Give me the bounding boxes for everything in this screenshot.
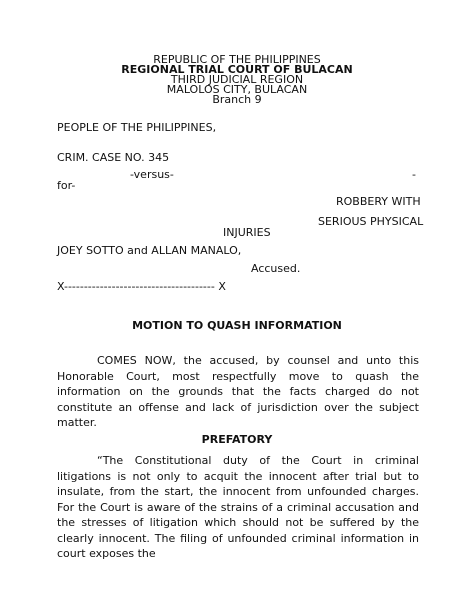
for-label: for-: [57, 179, 76, 192]
offense-line-3: INJURIES: [223, 226, 271, 239]
header-branch: Branch 9: [212, 93, 262, 106]
offense-line-2: SERIOUS PHYSICAL: [318, 215, 424, 228]
case-number: CRIM. CASE NO. 345: [57, 151, 170, 164]
intro-text: COMES NOW, the accused, by counsel and unto this Honorable Court, most respectfully move to quash the information on the grounds that the facts charged do not constitute an offense and lack of jurisdiction over the subject matter.: [57, 354, 419, 429]
intro-paragraph: [57, 353, 419, 431]
header-city: MALOLOS CITY, BULACAN: [166, 83, 308, 96]
accused-names: JOEY SOTTO and ALLAN MANALO,: [57, 244, 242, 257]
offense-line-1: ROBBERY WITH: [336, 195, 421, 208]
plaintiff-name: PEOPLE OF THE PHILIPPINES,: [57, 121, 217, 134]
header-region: THIRD JUDICIAL REGION: [170, 73, 304, 86]
prefatory-text: “The Constitutional duty of the Court in criminal litigations is not only to acquit the innocent after trial but to insulate, from the start, the innocent from unfounded charges. For the Court is aware of the strains of a criminal accusation and the stresses of litigation which should not be suffered by the clearly innocent. The filing of unfounded criminal information in court exposes the: [57, 454, 419, 560]
accused-label: Accused.: [251, 262, 301, 275]
prefatory-heading: PREFATORY: [201, 433, 273, 446]
motion-title: MOTION TO QUASH INFORMATION: [132, 319, 342, 332]
versus-dash: -: [412, 168, 416, 181]
header-republic: REPUBLIC OF THE PHILIPPINES: [153, 53, 321, 66]
header-court: REGIONAL TRIAL COURT OF BULACAN: [121, 63, 353, 76]
prefatory-paragraph: [57, 453, 419, 562]
versus-label: -versus-: [130, 168, 174, 181]
caption-separator: X-------------------------------------- X: [57, 280, 226, 293]
